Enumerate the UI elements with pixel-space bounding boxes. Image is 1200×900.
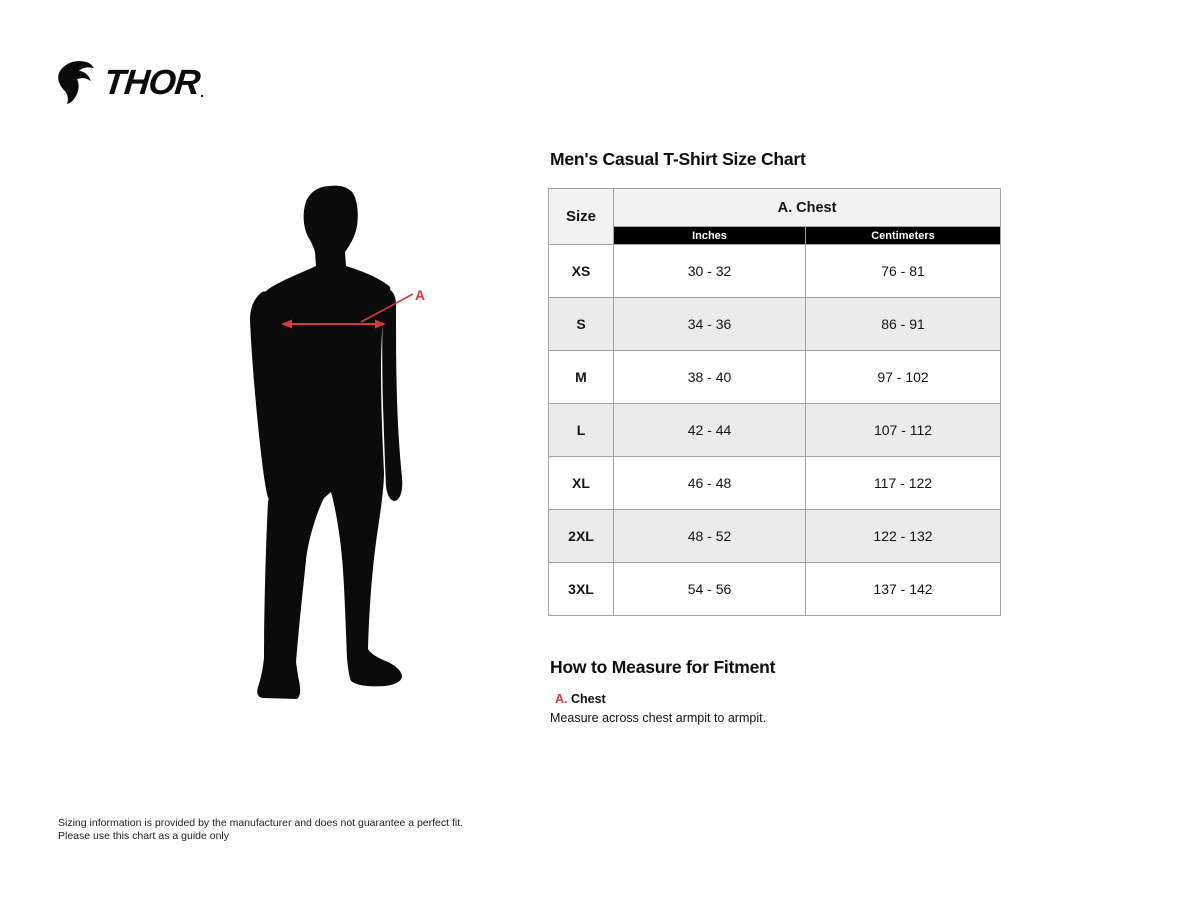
size-cell: S [549, 298, 614, 351]
size-cell: 2XL [549, 510, 614, 563]
column-header-centimeters: Centimeters [806, 227, 1001, 245]
table-row-xs [549, 245, 1001, 298]
inches-cell: 54 - 56 [614, 563, 806, 616]
column-group-header-chest: A. Chest [614, 189, 1001, 227]
table-row-m [549, 351, 1001, 404]
disclaimer-line-1: Sizing information is provided by the manufacturer and does not guarantee a perfect fit. [58, 817, 464, 829]
measure-item-description: Measure across chest armpit to armpit. [550, 711, 767, 725]
table-row-3xl [549, 563, 1001, 616]
brand-wordmark: THOR [102, 63, 202, 102]
disclaimer [58, 817, 463, 842]
chest-marker-label: A [415, 287, 426, 303]
inches-cell: 42 - 44 [614, 404, 806, 457]
measure-item-heading [550, 692, 766, 706]
size-cell: XL [549, 457, 614, 510]
inches-cell: 34 - 36 [614, 298, 806, 351]
male-silhouette-figure [250, 180, 450, 710]
table-subheader-row [549, 227, 1001, 245]
thor-goat-icon [55, 58, 101, 108]
size-cell: M [549, 351, 614, 404]
centimeters-cell: 76 - 81 [806, 245, 1001, 298]
measure-guide-item-chest [550, 692, 766, 725]
centimeters-cell: 107 - 112 [806, 404, 1001, 457]
centimeters-cell: 117 - 122 [806, 457, 1001, 510]
inches-cell: 48 - 52 [614, 510, 806, 563]
measure-item-name: Chest [570, 692, 606, 706]
silhouette-right-arm [382, 290, 402, 501]
inches-cell: 30 - 32 [614, 245, 806, 298]
table-row-xl [549, 457, 1001, 510]
size-chart-table [548, 188, 1001, 616]
centimeters-cell: 137 - 142 [806, 563, 1001, 616]
column-header-inches: Inches [614, 227, 806, 245]
table-row-2xl [549, 510, 1001, 563]
brand-mark: . [200, 84, 205, 100]
measure-item-letter: A. [555, 692, 568, 706]
table-row-s [549, 298, 1001, 351]
centimeters-cell: 122 - 132 [806, 510, 1001, 563]
thor-logo [55, 58, 204, 108]
size-cell: 3XL [549, 563, 614, 616]
centimeters-cell: 97 - 102 [806, 351, 1001, 404]
centimeters-cell: 86 - 91 [806, 298, 1001, 351]
measure-guide-title: How to Measure for Fitment [550, 657, 776, 677]
table-header-row [549, 189, 1001, 227]
size-cell: XS [549, 245, 614, 298]
disclaimer-line-2: Please use this chart as a guide only [58, 829, 230, 842]
size-cell: L [549, 404, 614, 457]
size-chart-title: Men's Casual T-Shirt Size Chart [550, 149, 806, 169]
inches-cell: 38 - 40 [614, 351, 806, 404]
column-header-size: Size [549, 189, 614, 245]
table-row-l [549, 404, 1001, 457]
inches-cell: 46 - 48 [614, 457, 806, 510]
